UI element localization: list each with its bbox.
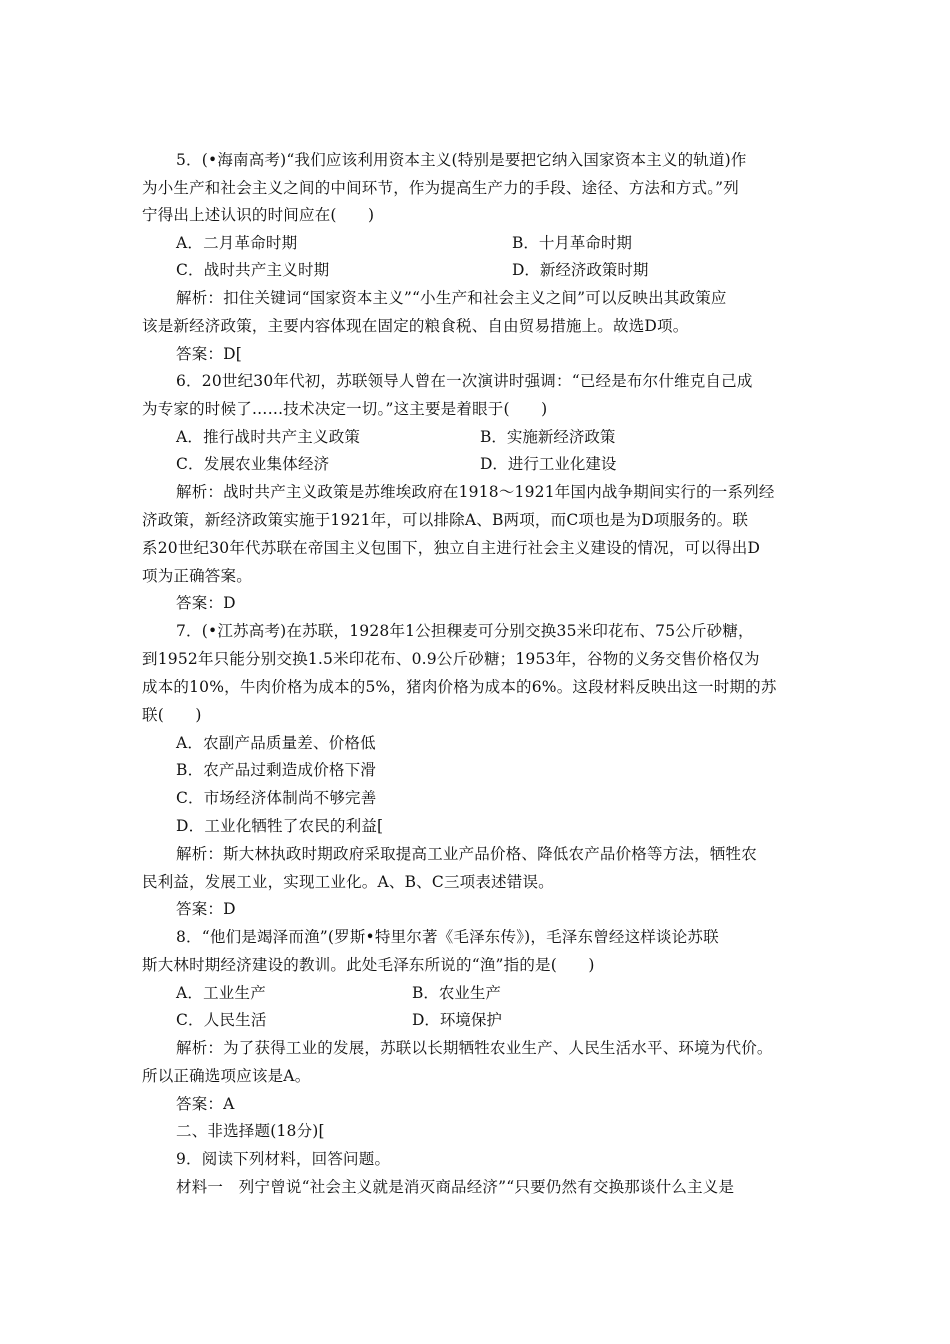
q7-stem-line-1: 7．(•江苏高考)在苏联，1928年1公担稞麦可分别交换35米印花布、75公斤砂糖，: [176, 622, 754, 640]
q9-stem: 9．阅读下列材料，回答问题。: [176, 1150, 391, 1168]
q6-stem-line-1: 6．20世纪30年代初，苏联领导人曾在一次演讲时强调：“已经是布尔什维克自己成: [176, 372, 753, 390]
q7-analysis-line-2: 民利益，发展工业，实现工业化。A、B、C三项表述错误。: [142, 873, 554, 891]
q6-analysis-line-3: 系20世纪30年代苏联在帝国主义包围下，独立自主进行社会主义建设的情况，可以得出D: [142, 539, 761, 557]
q9-material-1: 材料一 列宁曾说“社会主义就是消灭商品经济”“只要仍然有交换那谈什么主义是: [176, 1178, 735, 1196]
q5-answer: 答案：D[: [176, 345, 242, 363]
q5-option-c: C．战时共产主义时期: [176, 261, 330, 279]
q8-option-b: B．农业生产: [412, 984, 501, 1002]
q8-option-a: A．工业生产: [176, 984, 266, 1002]
q8-analysis-line-1: 解析：为了获得工业的发展，苏联以长期牺牲农业生产、人民生活水平、环境为代价。: [176, 1039, 773, 1057]
q5-stem-line-1: 5．(•海南高考)“我们应该利用资本主义(特别是要把它纳入国家资本主义的轨道)作: [176, 151, 747, 169]
q6-analysis-line-4: 项为正确答案。: [142, 567, 252, 585]
q8-analysis-line-2: 所以正确选项应该是A。: [142, 1067, 311, 1085]
q6-answer: 答案：D: [176, 594, 236, 612]
q5-option-b: B．十月革命时期: [512, 234, 632, 252]
q8-stem-line-1: 8．“他们是竭泽而渔”(罗斯•特里尔著《毛泽东传》)，毛泽东曾经这样谈论苏联: [176, 928, 719, 946]
q7-option-c: C．市场经济体制尚不够完善: [176, 789, 377, 807]
q5-stem-line-2: 为小生产和社会主义之间的中间环节，作为提高生产力的手段、途径、方法和方式。”列: [142, 179, 739, 197]
q6-option-d: D．进行工业化建设: [480, 455, 617, 473]
q7-analysis-line-1: 解析：斯大林执政时期政府采取提高工业产品价格、降低农产品价格等方法，牺牲农: [176, 845, 757, 863]
q7-option-b: B．农产品过剩造成价格下滑: [176, 761, 376, 779]
q5-analysis-line-2: 该是新经济政策，主要内容体现在固定的粮食税、自由贸易措施上。故选D项。: [142, 317, 689, 335]
q7-stem-line-2: 到1952年只能分别交换1.5米印花布、0.9公斤砂糖；1953年，谷物的义务交售价格仅为: [142, 650, 760, 668]
q8-answer: 答案：A: [176, 1095, 235, 1113]
q6-analysis-line-1: 解析：战时共产主义政策是苏维埃政府在1918～1921年国内战争期间实行的一系列经: [176, 483, 775, 501]
q5-option-a: A．二月革命时期: [176, 234, 298, 252]
q8-option-d: D．环境保护: [412, 1011, 502, 1029]
q7-stem-line-3: 成本的10%，牛肉价格为成本的5%，猪肉价格为成本的6%。这段材料反映出这一时期的苏: [142, 678, 777, 696]
section-heading: 二、非选择题(18分)[: [176, 1122, 325, 1140]
q6-stem-line-2: 为专家的时候了……技术决定一切。”这主要是着眼于( ): [142, 400, 548, 418]
q7-option-d: D．工业化牺牲了农民的利益[: [176, 817, 384, 835]
q8-option-c: C．人民生活: [176, 1011, 267, 1029]
q5-stem-line-3: 宁得出上述认识的时间应在( ): [142, 206, 375, 224]
q6-option-b: B．实施新经济政策: [480, 428, 616, 446]
q5-analysis-line-1: 解析：扣住关键词“国家资本主义”“小生产和社会主义之间”可以反映出其政策应: [176, 289, 727, 307]
q6-option-a: A．推行战时共产主义政策: [176, 428, 361, 446]
q7-stem-line-4: 联( ): [142, 706, 202, 724]
q7-option-a: A．农副产品质量差、价格低: [176, 734, 376, 752]
q6-analysis-line-2: 济政策，新经济政策实施于1921年，可以排除A、B两项，而C项也是为D项服务的。联: [142, 511, 749, 529]
q5-option-d: D．新经济政策时期: [512, 261, 649, 279]
q8-stem-line-2: 斯大林时期经济建设的教训。此处毛泽东所说的“渔”指的是( ): [142, 956, 595, 974]
q6-option-c: C．发展农业集体经济: [176, 455, 330, 473]
q7-answer: 答案：D: [176, 900, 236, 918]
